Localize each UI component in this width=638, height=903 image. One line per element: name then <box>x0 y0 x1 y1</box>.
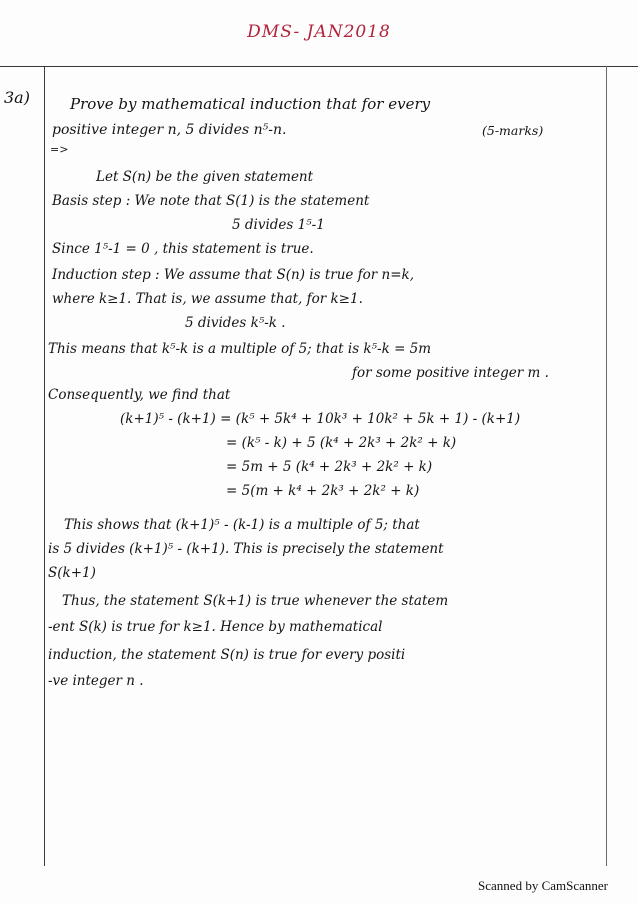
answer-arrow: => <box>50 143 69 156</box>
page-header: DMS- JAN2018 <box>247 22 391 42</box>
proof-line: Thus, the statement S(k+1) is true whenever the statem <box>62 593 449 609</box>
proof-line: 5 divides 1⁵-1 <box>232 217 325 233</box>
equation-line: (k+1)⁵ - (k+1) = (k⁵ + 5k⁴ + 10k³ + 10k² + 5k + 1) - (k+1) <box>120 411 521 427</box>
question-text-line-1: Prove by mathematical induction that for every <box>70 95 431 113</box>
proof-line: is 5 divides (k+1)⁵ - (k+1). This is precisely the statement <box>48 541 444 557</box>
proof-line: where k≥1. That is, we assume that, for k≥1. <box>52 291 363 307</box>
scanner-watermark: Scanned by CamScanner <box>478 878 608 893</box>
proof-line: This means that k⁵-k is a multiple of 5; that is k⁵-k = 5m <box>48 341 432 357</box>
question-number: 3a) <box>4 88 30 107</box>
question-text-line-2: positive integer n, 5 divides n⁵-n. <box>52 122 287 138</box>
proof-line: -ve integer n . <box>48 673 144 689</box>
top-margin-rule <box>0 66 638 67</box>
proof-line: S(k+1) <box>48 565 96 581</box>
proof-line: Let S(n) be the given statement <box>96 169 314 185</box>
proof-line: Basis step : We note that S(1) is the statement <box>52 193 370 209</box>
equation-line: = (k⁵ - k) + 5 (k⁴ + 2k³ + 2k² + k) <box>226 435 457 451</box>
proof-line: This shows that (k+1)⁵ - (k-1) is a multiple of 5; that <box>64 517 420 533</box>
proof-line: induction, the statement S(n) is true for every positi <box>48 647 406 663</box>
proof-line: for some positive integer m . <box>352 365 549 381</box>
right-margin-rule <box>606 66 607 866</box>
equation-line: = 5m + 5 (k⁴ + 2k³ + 2k² + k) <box>226 459 433 475</box>
proof-line: -ent S(k) is true for k≥1. Hence by mathematical <box>48 619 383 635</box>
equation-line: = 5(m + k⁴ + 2k³ + 2k² + k) <box>226 483 420 499</box>
question-marks: (5-marks) <box>482 123 544 138</box>
proof-line: Induction step : We assume that S(n) is true for n=k, <box>52 267 415 283</box>
left-margin-rule <box>44 66 45 866</box>
proof-line: 5 divides k⁵-k . <box>185 315 286 331</box>
proof-line: Since 1⁵-1 = 0 , this statement is true. <box>52 241 314 257</box>
proof-line: Consequently, we find that <box>48 387 231 403</box>
